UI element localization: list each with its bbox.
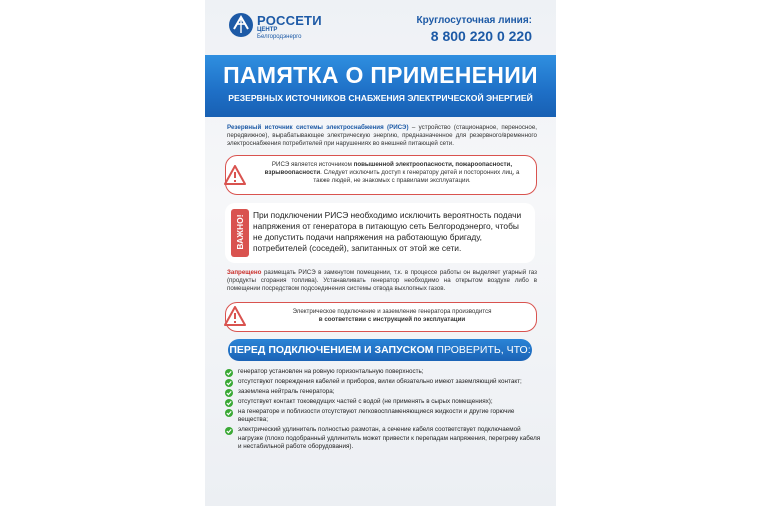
checklist-item — [225, 378, 545, 386]
checklist-item-text: на генераторе и поблизости отсутствуют легковоспламеняющиеся жидкости и другие горючие вещества; — [238, 408, 515, 424]
important-text: При подключении РИСЭ необходимо исключить вероятность подачи напряжения от генератора в питающую сеть Белгородэнерго, чтобы не допустить подачи напряжения на работающую бригаду, потребителей (соседей), запитанных от этой же сети. — [253, 210, 522, 253]
title-banner — [205, 55, 556, 117]
check-circle-icon — [225, 399, 233, 407]
warning-hazard-suffix: . Следует исключить доступ к генератору детей и посторонних лиц, а также людей, не знакомых с правилами эксплуатации. — [313, 169, 520, 184]
important-label: ВАЖНО! — [235, 214, 245, 250]
important-box — [225, 203, 535, 263]
checklist-item — [225, 368, 545, 376]
checklist-heading-bold: ПЕРЕД ПОДКЛЮЧЕНИЕМ И ЗАПУСКОМ — [229, 344, 434, 356]
checklist-item — [225, 388, 545, 396]
forbidden-text: размещать РИСЭ в замкнутом помещении, т.к. в процессе работы он выделяет угарный газ (продукты сгорания топлива). Устанавливать генератор необходимо на открытом воздухе либо в помещении посредством подсоединения системы отвода выхлопных газов. — [227, 269, 537, 292]
checklist-heading — [228, 339, 532, 361]
hotline-phone[interactable]: 8 800 220 0 220 — [430, 28, 532, 44]
checklist-item — [225, 398, 545, 406]
checklist-item-text: заземлена нейтраль генератора; — [238, 388, 335, 395]
checklist-heading-rest: ПРОВЕРИТЬ, ЧТО: — [433, 344, 531, 356]
logo-branch: Белгородэнерго — [257, 34, 302, 40]
warning-hazard-text — [258, 161, 526, 185]
warning-triangle-icon — [224, 165, 246, 185]
page-subtitle: РЕЗЕРВНЫХ ИСТОЧНИКОВ СНАБЖЕНИЯ ЭЛЕКТРИЧЕСКОЙ ЭНЕРГИЕЙ — [228, 93, 533, 103]
hotline-label: Круглосуточная линия: — [416, 15, 532, 26]
warning-triangle-icon — [224, 306, 246, 326]
warning-grounding-box — [225, 302, 537, 332]
checklist — [225, 368, 545, 453]
memo-sheet — [205, 0, 556, 506]
warning-hazard-prefix: РИСЭ является источником — [271, 161, 354, 168]
check-circle-icon — [225, 369, 233, 377]
definition-paragraph — [227, 124, 537, 148]
checklist-heading-text — [228, 344, 532, 356]
checklist-item-text: отсутствует контакт токоведущих частей с водой (не применять в сырых помещениях); — [238, 398, 493, 405]
logo-name: РОССЕТИ — [257, 13, 322, 28]
important-label-tab — [231, 209, 249, 257]
warning-grounding-text — [258, 308, 526, 324]
checklist-item — [225, 426, 545, 451]
warning-grounding-line1: Электрическое подключение и заземление генератора производится — [292, 308, 492, 315]
warning-hazard-box — [225, 155, 537, 195]
checklist-item-text: генератор установлен на ровную горизонтальную поверхность; — [238, 368, 424, 375]
checklist-item — [225, 408, 545, 425]
checklist-item-text: электрический удлинитель полностью размотан, а сечение кабеля соответствует подключаемой нагрузке (плохо подобранный удлинитель может привести к перепадам напряжения, перегреву кабеля и нестабильной работе оборудования). — [238, 426, 541, 451]
check-circle-icon — [225, 379, 233, 387]
warning-hazard-bold: повышенной электроопасности, пожароопасности, взрывоопасности — [264, 161, 513, 176]
warning-grounding-line2: в соответствии с инструкцией по эксплуатации — [318, 316, 466, 323]
definition-term: Резервный источник системы электроснабжения (РИСЭ) — [227, 124, 409, 131]
check-circle-icon — [225, 427, 233, 435]
definition-text: – устройство (стационарное, переносное, передвижное), вырабатывающее электрическую энергию, предназначенное для резервного/временного электроснабжения потребителей при нарушениях во внешней питающей сети. — [227, 124, 537, 147]
checklist-item-text: отсутствуют повреждения кабелей и приборов, вилки обязательно имеют заземляющий контакт; — [238, 378, 522, 385]
logo-subtitle: ЦЕНТР — [257, 27, 278, 33]
check-circle-icon — [225, 409, 233, 417]
check-circle-icon — [225, 389, 233, 397]
forbidden-label: Запрещено — [227, 269, 262, 276]
rosseti-logo-icon — [228, 12, 254, 38]
page-title: ПАМЯТКА О ПРИМЕНЕНИИ — [223, 62, 538, 88]
forbidden-paragraph — [227, 269, 537, 293]
